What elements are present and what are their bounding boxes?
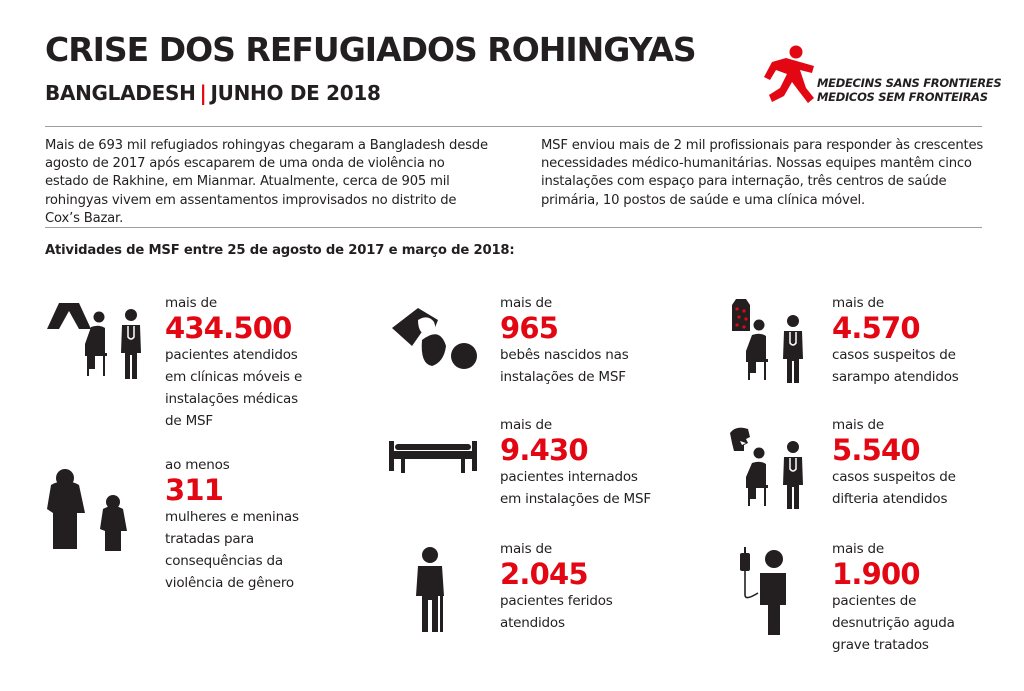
stat-women-prefix: ao menos xyxy=(165,457,230,473)
stat-diphtheria-desc: casos suspeitos de difteria atendidos xyxy=(832,469,956,507)
stat-measles-desc: casos suspeitos de sarampo atendidos xyxy=(832,347,959,385)
stat-diphtheria-prefix: mais de xyxy=(832,417,884,433)
stat-inpatients-value: 9.430 xyxy=(500,433,588,467)
stat-injured xyxy=(500,540,613,634)
subtitle-date: JUNHO DE 2018 xyxy=(210,81,381,105)
stat-injured-value: 2.045 xyxy=(500,557,588,591)
stat-injured-prefix: mais de xyxy=(500,541,552,557)
diphtheria-icon xyxy=(726,425,810,509)
birth-icon xyxy=(388,306,480,378)
activities-heading: Atividades de MSF entre 25 de agosto de 2017 e março de 2018: xyxy=(45,243,515,258)
stat-malnutrition-desc: pacientes de desnutrição aguda grave tratados xyxy=(832,593,955,653)
stat-women-value: 311 xyxy=(165,473,224,507)
intro-right-paragraph: MSF enviou mais de 2 mil profissionais para responder às crescentes necessidades médico-humanitárias. Nossas equipes mantêm cinco instalações com espaço para internação, três centros de saúde primária, 10 postos de saúde e uma clínica móvel. xyxy=(541,138,984,208)
stat-malnutrition xyxy=(832,540,955,656)
stat-measles xyxy=(832,294,959,388)
stat-women-desc: mulheres e meninas tratadas para consequências da violência de gênero xyxy=(165,509,299,591)
stat-patients-desc: pacientes atendidos em clínicas móveis e instalações médicas de MSF xyxy=(165,347,303,429)
stat-births-desc: bebês nascidos nas instalações de MSF xyxy=(500,347,629,385)
stat-inpatients-prefix: mais de xyxy=(500,417,552,433)
logo-text-line2: MEDICOS SEM FRONTEIRAS xyxy=(817,90,988,104)
logo-text-line1: MEDECINS SANS FRONTIERES xyxy=(817,76,1002,90)
page-subtitle xyxy=(45,81,381,105)
intro-left-paragraph: Mais de 693 mil refugiados rohingyas chegaram a Bangladesh desde agosto de 2017 após escaparem de uma onda de violência no estado de Rakhine, em Mianmar. Atualmente, cerca de 905 mil rohingyas vivem em assentamentos improvisados no distrito de Cox’s Bazar. xyxy=(45,138,488,226)
msf-running-man-icon xyxy=(762,40,822,106)
women-girls-icon xyxy=(45,465,135,555)
malnutrition-drip-icon xyxy=(738,547,800,637)
stat-births xyxy=(500,294,629,388)
stat-inpatients-desc: pacientes internados em instalações de MSF xyxy=(500,469,651,507)
doctor-patient-tent-icon xyxy=(45,297,145,382)
stat-inpatients xyxy=(500,416,651,510)
page-title: CRISE DOS REFUGIADOS ROHINGYAS xyxy=(45,30,696,69)
top-divider xyxy=(45,126,982,127)
stat-births-prefix: mais de xyxy=(500,295,552,311)
measles-icon xyxy=(728,297,810,385)
msf-logo xyxy=(762,40,1002,108)
stat-patients-prefix: mais de xyxy=(165,295,217,311)
hospital-bed-icon xyxy=(387,439,479,479)
stat-malnutrition-prefix: mais de xyxy=(832,541,884,557)
stat-patients-value: 434.500 xyxy=(165,311,292,345)
stat-measles-value: 4.570 xyxy=(832,311,920,345)
subtitle-separator: | xyxy=(199,81,207,105)
injured-patient-icon xyxy=(410,546,450,634)
stat-patients xyxy=(165,294,302,432)
middle-divider xyxy=(45,227,982,228)
stat-diphtheria xyxy=(832,416,956,510)
stat-births-value: 965 xyxy=(500,311,559,345)
stat-injured-desc: pacientes feridos atendidos xyxy=(500,593,613,631)
stat-malnutrition-value: 1.900 xyxy=(832,557,920,591)
stat-diphtheria-value: 5.540 xyxy=(832,433,920,467)
subtitle-country: BANGLADESH xyxy=(45,81,196,105)
stat-women xyxy=(165,456,299,594)
stat-measles-prefix: mais de xyxy=(832,295,884,311)
